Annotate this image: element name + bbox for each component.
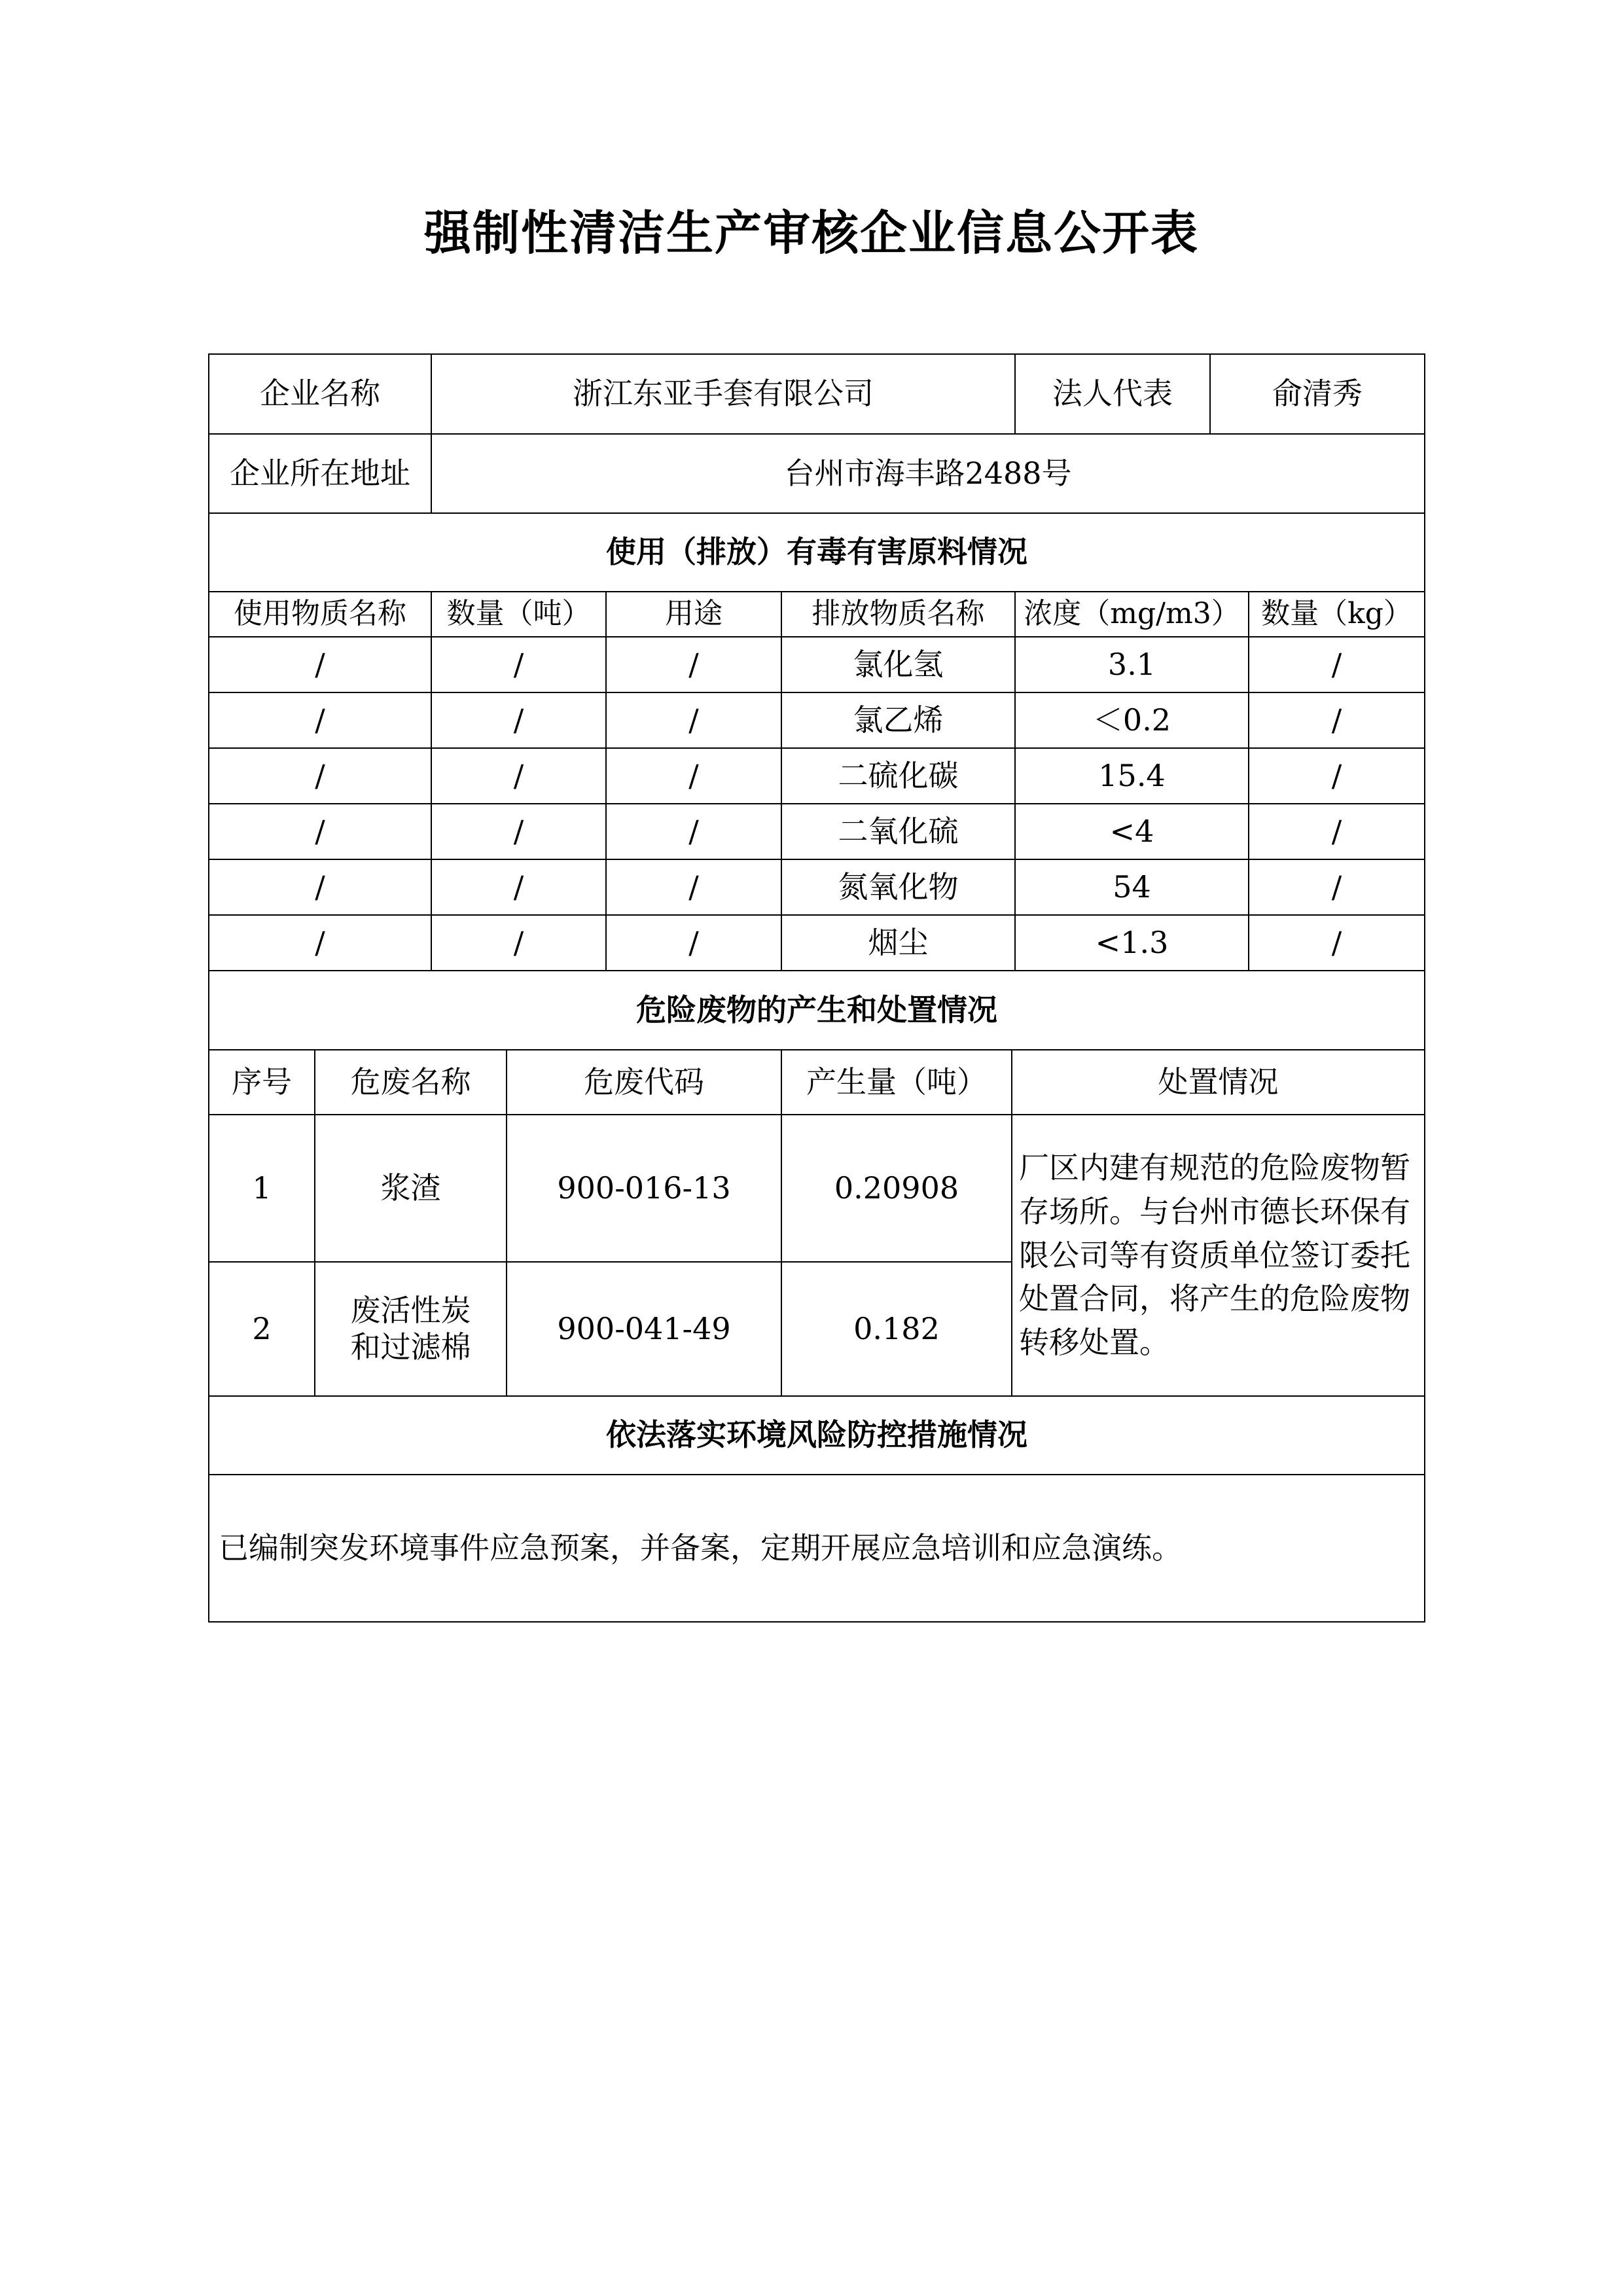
table-row [209,1115,1425,1262]
col-header-emitted-substance: 排放物质名称 [781,592,1015,637]
table-row [209,804,1425,859]
cell: / [606,804,781,859]
cell: / [606,748,781,804]
cell: / [1249,637,1425,692]
amount-cell: 0.182 [781,1262,1012,1396]
col-header-waste-name: 危废名称 [315,1050,507,1115]
cell: / [1249,859,1425,915]
cell: 3.1 [1015,637,1249,692]
company-info-table [208,353,1425,592]
address-label: 企业所在地址 [209,434,431,513]
cell: / [431,637,606,692]
cell: / [431,859,606,915]
disposal-cell: 厂区内建有规范的危险废物暂存场所。与台州市德长环保有限公司等有资质单位签订委托处置合同，将产生的危险废物转移处置。 [1012,1115,1425,1396]
serial-cell: 2 [209,1262,315,1396]
col-header-purpose: 用途 [606,592,781,637]
cell: 氯乙烯 [781,692,1015,748]
cell: 氮氧化物 [781,859,1015,915]
cell: / [209,859,431,915]
table-row [209,859,1425,915]
waste-code-cell: 900-041-49 [507,1262,781,1396]
cell: / [209,637,431,692]
waste-name-cell: 废活性炭和过滤棉 [315,1262,507,1396]
cell: <4 [1015,804,1249,859]
risk-section-title: 依法落实环境风险防控措施情况 [209,1396,1425,1475]
cell: / [209,915,431,971]
col-header-used-substance: 使用物质名称 [209,592,431,637]
cell: / [431,915,606,971]
cell: / [431,748,606,804]
col-header-waste-code: 危废代码 [507,1050,781,1115]
cell: / [606,915,781,971]
cell: / [1249,748,1425,804]
risk-content: 已编制突发环境事件应急预案，并备案，定期开展应急培训和应急演练。 [209,1475,1425,1622]
cell: ＜0.2 [1015,692,1249,748]
toxic-table [208,591,1425,1050]
cell: 氯化氢 [781,637,1015,692]
cell: / [606,859,781,915]
company-name-value: 浙江东亚手套有限公司 [431,354,1015,434]
address-value: 台州市海丰路2488号 [431,434,1425,513]
col-header-quantity-ton: 数量（吨） [431,592,606,637]
cell: / [1249,804,1425,859]
toxic-header-row [209,592,1425,637]
table-row [209,692,1425,748]
cell: 54 [1015,859,1249,915]
cell: 15.4 [1015,748,1249,804]
table-row [209,915,1425,971]
col-header-concentration: 浓度（mg/m3） [1015,592,1249,637]
hazardous-section-title: 危险废物的产生和处置情况 [209,971,1425,1050]
cell: / [1249,915,1425,971]
cell: / [606,637,781,692]
serial-cell: 1 [209,1115,315,1262]
toxic-section-title: 使用（排放）有毒有害原料情况 [209,513,1425,592]
legal-rep-label: 法人代表 [1015,354,1210,434]
col-header-serial: 序号 [209,1050,315,1115]
cell: 烟尘 [781,915,1015,971]
cell: / [431,692,606,748]
cell: 二氧化硫 [781,804,1015,859]
hazardous-header-row [209,1050,1425,1115]
table-row [209,748,1425,804]
col-header-disposal: 处置情况 [1012,1050,1425,1115]
waste-name-cell: 浆渣 [315,1115,507,1262]
cell: / [1249,692,1425,748]
company-name-label: 企业名称 [209,354,431,434]
cell: / [209,692,431,748]
cell: <1.3 [1015,915,1249,971]
cell: / [209,748,431,804]
cell: 二硫化碳 [781,748,1015,804]
cell: / [606,692,781,748]
waste-code-cell: 900-016-13 [507,1115,781,1262]
cell: / [209,804,431,859]
amount-cell: 0.20908 [781,1115,1012,1262]
cell: / [431,804,606,859]
col-header-quantity-kg: 数量（kg） [1249,592,1425,637]
legal-rep-value: 俞清秀 [1210,354,1425,434]
page-title: 强制性清洁生产审核企业信息公开表 [423,206,1199,260]
table-row [209,637,1425,692]
col-header-amount: 产生量（吨） [781,1050,1012,1115]
hazardous-table [208,1049,1425,1623]
info-table [208,353,1424,1623]
